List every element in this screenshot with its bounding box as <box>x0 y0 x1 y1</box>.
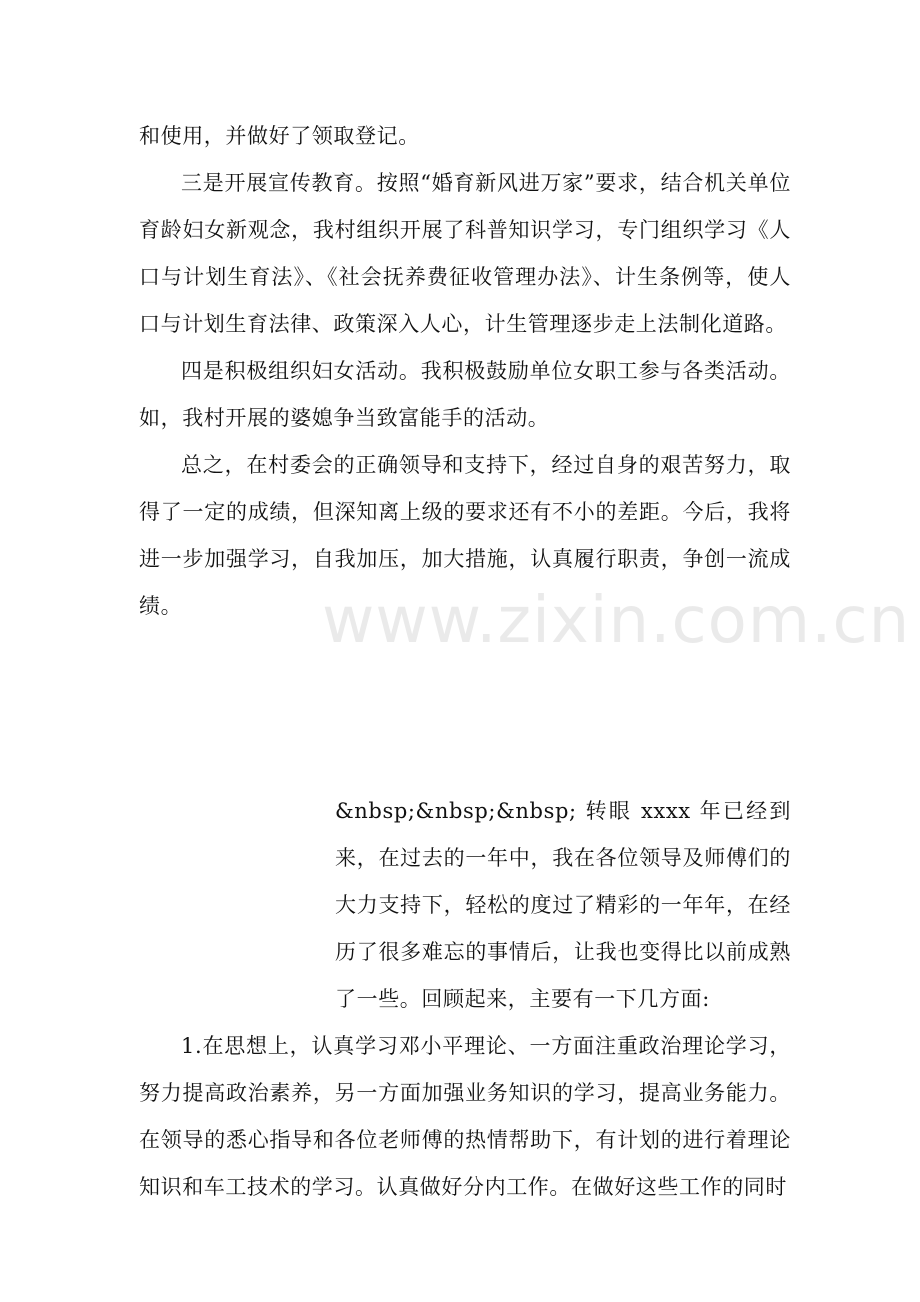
paragraph: 四是积极组织妇女活动。我积极鼓励单位女职工参与各类活动。如，我村开展的婆媳争当致富能手的活动。 <box>139 359 791 430</box>
section-1 <box>139 113 791 630</box>
paragraph: &nbsp;&nbsp;&nbsp; 转眼 xxxx 年已经到来，在过去的一年中，我在各位领导及师傅们的大力支持下，轻松的度过了精彩的一年年，在经历了很多难忘的事情后，让我也变得比以前成熟了一些。回顾起来，主要有一下几方面: <box>335 799 791 1011</box>
paragraph: 总之，在村委会的正确领导和支持下，经过自身的艰苦努力，取得了一定的成绩，但深知离上级的要求还有不小的差距。今后，我将进一步加强学习，自我加压，加大措施，认真履行职责，争创一流成绩。 <box>139 453 791 618</box>
paragraph: 1.在思想上，认真学习邓小平理论、一方面注重政治理论学习，努力提高政治素养，另一方面加强业务知识的学习，提高业务能力。在领导的悉心指导和各位老师傅的热情帮助下，有计划的进行着理论知识和车工技术的学习。认真做好分内工作。在做好这些工作的同时 <box>139 1034 791 1199</box>
paragraph: 三是开展宣传教育。按照“婚育新风进万家”要求，结合机关单位育龄妇女新观念，我村组织开展了科普知识学习，专门组织学习《人口与计划生育法》、《社会抚养费征收管理办法》、计生条例等，使人口与计划生育法律、政策深入人心，计生管理逐步走上法制化道路。 <box>139 171 791 336</box>
section-2 <box>139 788 791 1211</box>
paragraph: 和使用，并做好了领取登记。 <box>139 124 420 148</box>
watermark: www.zixin.com.cn <box>322 584 911 658</box>
